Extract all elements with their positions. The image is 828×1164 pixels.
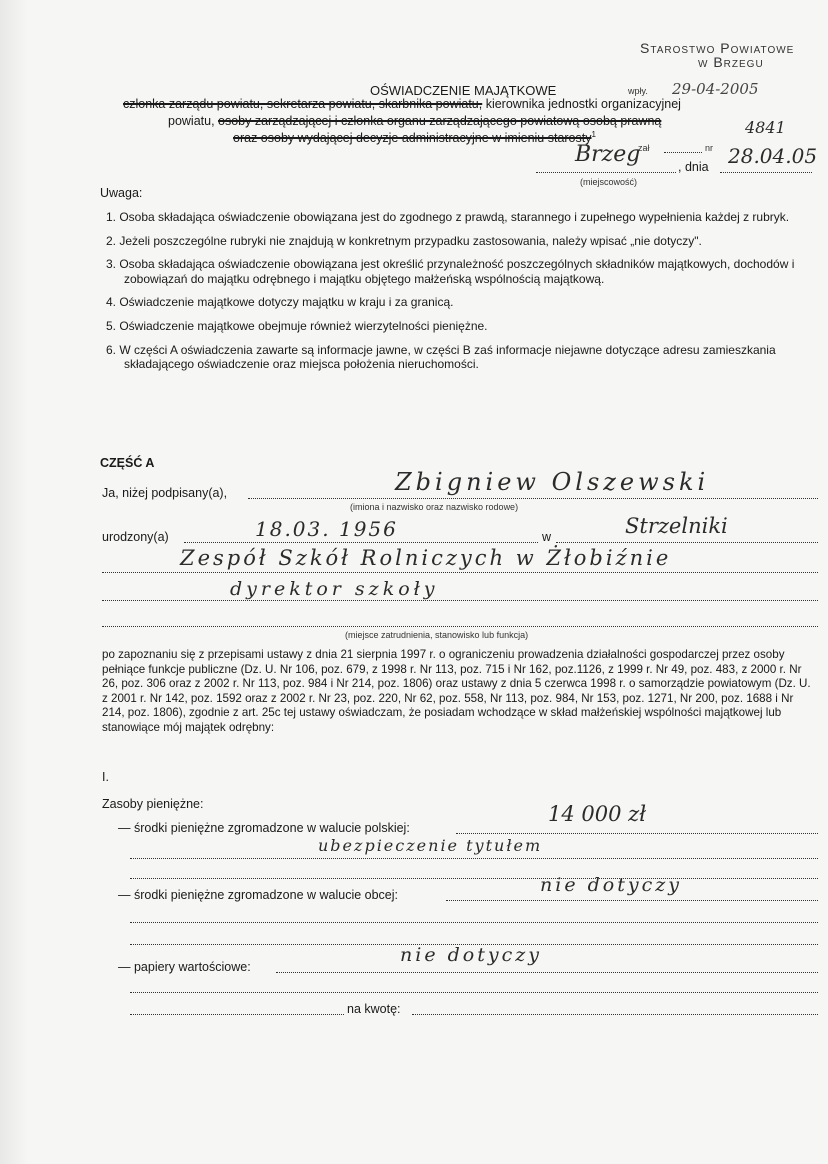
header-line-1-struck: członka zarządu powiatu, sekretarza powiatu, skarbnika powiatu, bbox=[123, 97, 483, 111]
born-place-dotted-line bbox=[556, 542, 818, 543]
date-value: 28.04.05 bbox=[728, 144, 818, 168]
employment-line-2: dyrektor szkoły bbox=[230, 578, 439, 600]
employment-caption: (miejsce zatrudnienia, stanowisko lub funkcja) bbox=[345, 630, 529, 640]
note-item: 5. Oświadczenie majątkowe obejmuje również wierzytelności pieniężne. bbox=[106, 318, 488, 333]
employment-line-1: Zespół Szkół Rolniczych w Żłobiźnie bbox=[180, 546, 672, 570]
section-i-numeral: I. bbox=[102, 770, 109, 784]
pln-label: — środki pieniężne zgromadzone w walucie polskiej: bbox=[118, 821, 410, 835]
number-label: nr bbox=[705, 143, 714, 153]
foreign-label: — środki pieniężne zgromadzone w walucie obcej: bbox=[118, 888, 399, 902]
born-date-dotted-line bbox=[184, 542, 538, 543]
place-value: Brzeg bbox=[575, 142, 641, 167]
foreign-dotted-line bbox=[446, 900, 818, 901]
scan-edge-shadow bbox=[0, 0, 28, 1164]
header-line-2-struck: osoby zarządzającej i członka organu zarządzającego powiatową osobą prawną bbox=[218, 114, 662, 128]
name-caption: (imiona i nazwisko oraz nazwisko rodowe) bbox=[350, 502, 519, 512]
received-date: 29-04-2005 bbox=[672, 80, 759, 98]
footnote-mark: 1 bbox=[591, 130, 596, 139]
part-a-heading: CZĘŚĆ A bbox=[100, 456, 155, 470]
attachment-dotted-line bbox=[664, 152, 702, 153]
securities-value: nie dotyczy bbox=[400, 944, 542, 966]
employment-dotted-line-2 bbox=[102, 600, 818, 601]
employment-dotted-line-1 bbox=[102, 572, 818, 573]
pln-dotted-line-3 bbox=[130, 878, 818, 879]
office-stamp bbox=[640, 40, 794, 70]
pln-dotted-line bbox=[456, 833, 818, 834]
note-item: 2. Jeżeli poszczególne rubryki nie znajdują w konkretnym przypadku zastosowania, należy wpisać „nie dotyczy". bbox=[106, 233, 702, 248]
amount-dotted-line-left bbox=[130, 1014, 344, 1015]
attachment-label: zał bbox=[638, 143, 650, 153]
place-caption: (miejscowość) bbox=[580, 177, 638, 187]
document-title: OŚWIADCZENIE MAJĄTKOWE bbox=[370, 83, 557, 98]
header-line-3-struck: oraz osoby wydającej decyzje administracyjne w imieniu starosty bbox=[233, 131, 592, 146]
securities-dotted-line-2 bbox=[130, 992, 818, 993]
pln-value: 14 000 zł bbox=[548, 802, 647, 826]
foreign-dotted-line-2 bbox=[130, 922, 818, 923]
name-value: Zbigniew Olszewski bbox=[395, 468, 710, 496]
notes-list bbox=[106, 210, 818, 381]
foreign-value: nie dotyczy bbox=[540, 874, 682, 896]
stamp-line-2: w Brzegu bbox=[698, 54, 764, 70]
note-item: 1. Osoba składająca oświadczenie obowiązana jest do zgodnego z prawdą, starannego i zupełnego wypełnienia każdej z rubryk. bbox=[106, 210, 790, 224]
legal-basis-text: po zapoznaniu się z przepisami ustawy z dnia 21 sierpnia 1997 r. o ograniczeniu prowadzenia działalności gospodarczej przez osoby pełniące funkcje publiczne (Dz. U. Nr 106, poz. 679, z 1998 r. Nr 113, poz. 715 i Nr 162, poz.1126, z 1999 r. Nr 49, poz. 483, z 2000 r. Nr 26, poz. 306 oraz z 2002 r. Nr 113, poz. 984 i Nr 214, poz. 1806) oraz ustawy z dnia 5 czerwca 1998 r. o samorządzie powiatowym (Dz. U. z 2001 r. Nr 142, poz. 1592 oraz z 2002 r. Nr 23, poz. 220, Nr 62, poz. 558, Nr 113, poz. 984, Nr 153, poz. 1271, Nr 200, poz. 1688 i Nr 214, poz. 1806), zgodnie z art. 25c tej ustawy oświadczam, że posiadam wchodzące w skład małżeńskiej wspólności majątkowej lub stanowiące mój majątek odrębny: bbox=[102, 648, 811, 734]
section-i-heading: Zasoby pieniężne: bbox=[102, 797, 204, 811]
amount-dotted-line-right bbox=[412, 1014, 818, 1015]
born-date-value: 18.03. 1956 bbox=[255, 517, 398, 541]
received-label: wpły. bbox=[628, 86, 648, 96]
header-line-1 bbox=[123, 97, 681, 111]
note-item: 6. W części A oświadczenia zawarte są informacje jawne, w części B zaś informacje niejawne dotyczące adresu zamieszkania składającego oświadczenie oraz miejsca położenia nieruchomości. bbox=[106, 342, 776, 372]
date-dotted-line bbox=[720, 172, 812, 173]
employment-dotted-line-3 bbox=[102, 626, 818, 627]
place-dotted-line bbox=[536, 172, 676, 173]
header-line-2-start: powiatu, bbox=[168, 114, 219, 128]
name-label: Ja, niżej podpisany(a), bbox=[102, 486, 228, 500]
date-label: , dnia bbox=[678, 160, 709, 174]
amount-label: na kwotę: bbox=[347, 1002, 401, 1016]
pln-note: ubezpieczenie tytułem bbox=[318, 836, 543, 855]
notes-heading: Uwaga: bbox=[100, 186, 143, 200]
born-w-label: w bbox=[542, 530, 552, 544]
header-line-1-rest: kierownika jednostki organizacyjnej bbox=[482, 97, 681, 111]
stamp-line-1: Starostwo Powiatowe bbox=[640, 40, 795, 56]
registration-number: 4841 bbox=[745, 118, 786, 137]
header-line-3 bbox=[233, 130, 596, 145]
born-label: urodzony(a) bbox=[102, 530, 169, 544]
securities-dotted-line bbox=[276, 972, 818, 973]
pln-dotted-line-2 bbox=[130, 858, 818, 859]
born-place-value: Strzelniki bbox=[625, 514, 728, 538]
securities-label: — papiery wartościowe: bbox=[118, 960, 251, 974]
note-item: 3. Osoba składająca oświadczenie obowiązana jest określić przynależność poszczególnych składników majątkowych, dochodów i zobowiązań do majątku odrębnego i majątku objętego małżeńską wspólnością majątkową. bbox=[106, 257, 795, 286]
name-dotted-line bbox=[248, 498, 818, 499]
header-line-2 bbox=[168, 114, 661, 128]
note-item: 4. Oświadczenie majątkowe dotyczy majątku w kraju i za granicą. bbox=[106, 295, 454, 310]
